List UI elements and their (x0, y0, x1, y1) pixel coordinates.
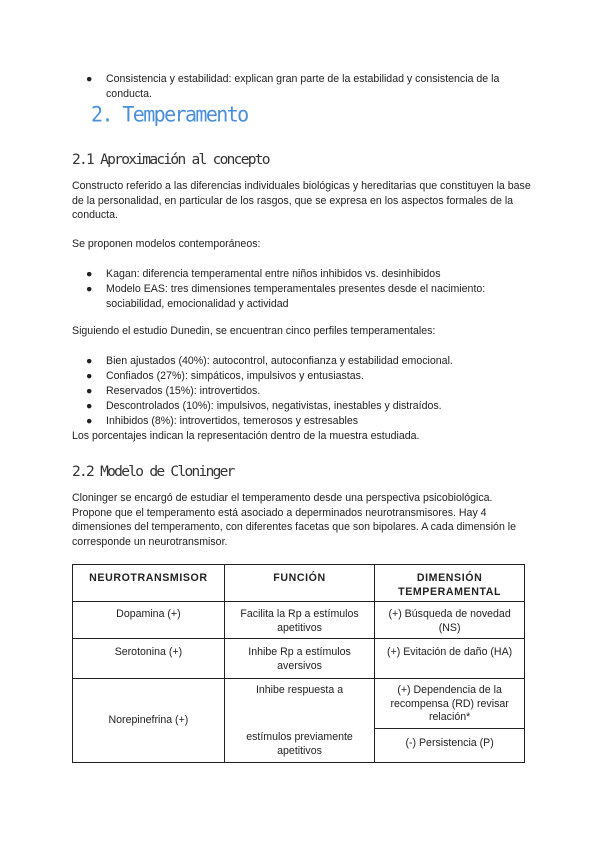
header-dimension: DIMENSIÓN TEMPERAMENTAL (375, 565, 525, 602)
list-item: ● Confiados (27%): simpáticos, impulsivos y entusiastas. (86, 370, 364, 382)
list-item: ● Descontrolados (10%): impulsivos, negativistas, inestables y distraídos. (86, 400, 442, 412)
header-neurotransmisor: NEUROTRANSMISOR (73, 565, 225, 602)
bullet-icon: ● (86, 370, 93, 382)
dunedin-intro: Siguiendo el estudio Dunedin, se encuentran cinco perfiles temperamentales: (72, 325, 436, 337)
table-cell: Dopamina (+) (73, 602, 225, 639)
percent-note: Los porcentajes indican la representación dentro de la muestra estudiada. (72, 430, 420, 442)
table-cell: Inhibe Rp a estímulos aversivos (224, 639, 374, 679)
table-row (73, 602, 525, 639)
cloninger-table (72, 564, 525, 763)
table-cell: Serotonina (+) (73, 639, 225, 679)
section-2-2-intro: Cloninger se encargó de estudiar el temperamento desde una perspectiva psicobiológica. Propone que el temperamento está asociado a deperminados neurotransmisores. Hay 4 dimensiones del temperamento, con diferentes facetas que son bipolares. A cada dimensión le corresponde un neurotransmisor. (72, 492, 517, 548)
list-item: ● Bien ajustados (40%): autocontrol, autoconfianza y estabilidad emocional. (86, 355, 453, 367)
table-cell: Norepinefrina (+) (73, 679, 225, 763)
table-cell: Facilita la Rp a estímulos apetitivos (224, 602, 374, 639)
top-bullet-text: Consistencia y estabilidad: explican gran parte de la estabilidad y consistencia de la conducta. (106, 73, 500, 100)
bullet-icon: ● (86, 268, 93, 280)
bullet-icon: ● (86, 355, 93, 367)
table-cell: (+) Evitación de daño (HA) (375, 639, 525, 679)
list-item: ● Inhibidos (8%): introvertidos, temerosos y estresables (86, 415, 359, 427)
list-item: ● Reservados (15%): introvertidos. (86, 385, 261, 397)
section-2-1-intro: Constructo referido a las diferencias individuales biológicas y hereditarias que constituyen la base de la personalidad, en particular de los rasgos, que se expresa en los aspectos formales de la conducta. (72, 180, 531, 222)
table-row (73, 639, 525, 679)
table-cell: (-) Persistencia (P) (375, 729, 525, 763)
table-row (73, 679, 525, 729)
top-bullet (86, 72, 536, 101)
section-heading-2-2: 2.2 Modelo de Cloninger (72, 464, 234, 480)
function-top-text: Inhibe respuesta a (255, 684, 344, 696)
page-title: 2. Temperamento (91, 101, 248, 127)
models-intro: Se proponen modelos contemporáneos: (72, 238, 261, 250)
function-bottom-text: estímulos previamente apetitivos (246, 731, 353, 757)
bullet-icon: ● (86, 415, 93, 427)
table-header-row (73, 565, 525, 602)
list-item: ● Kagan: diferencia temperamental entre niños inhibidos vs. desinhibidos (86, 268, 441, 280)
bullet-icon: ● (86, 400, 93, 412)
bullet-icon: ● (86, 385, 93, 397)
list-item: ● Modelo EAS: tres dimensiones temperamentales presentes desde el nacimiento: sociabilidad, emocionalidad y actividad (86, 283, 486, 310)
bullet-icon: ● (86, 73, 93, 85)
table-cell-merged (224, 679, 374, 763)
table-cell: (+) Búsqueda de novedad (NS) (375, 602, 525, 639)
section-heading-2-1: 2.1 Aproximación al concepto (72, 152, 269, 168)
header-funcion: FUNCIÓN (224, 565, 374, 602)
table-cell: (+) Dependencia de la recompensa (RD) revisar relación* (375, 679, 525, 729)
bullet-icon: ● (86, 283, 93, 295)
